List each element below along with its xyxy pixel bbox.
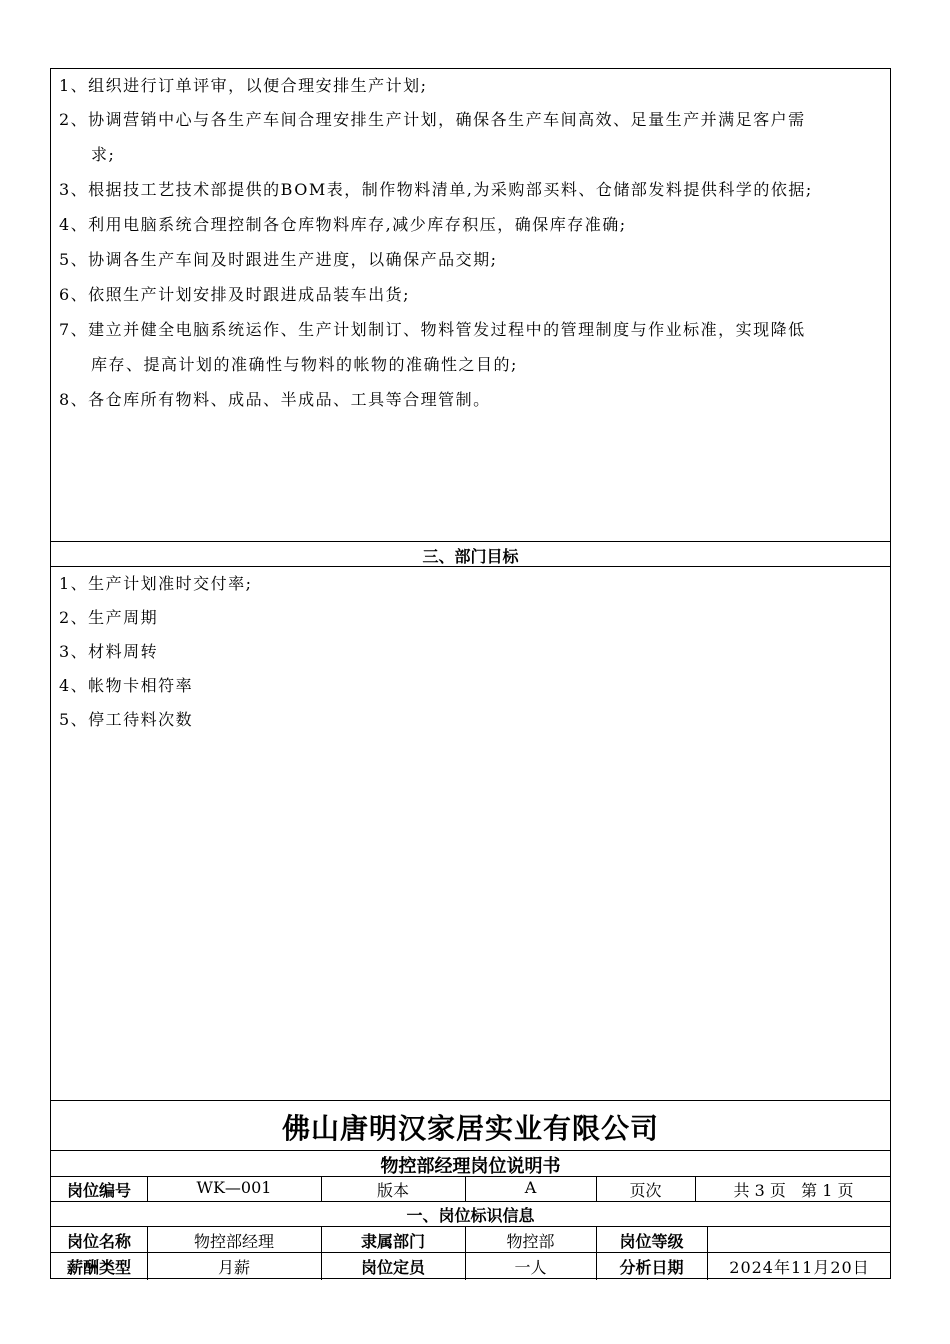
position-name-value: 物控部经理: [193, 1232, 274, 1251]
divider: [51, 1100, 890, 1101]
divider: [51, 1226, 890, 1227]
department-label: 隶属部门: [360, 1232, 425, 1251]
analysis-date-label: 分析日期: [619, 1258, 684, 1277]
duty-line-8: 8、各仓库所有物料、成品、半成品、工具等合理管制。: [59, 390, 491, 409]
divider: [51, 566, 890, 567]
pay-type-label: 薪酬类型: [66, 1258, 131, 1277]
analysis-date-value: 2024年11月20日: [729, 1258, 870, 1277]
duty-line-2-cont: 求;: [91, 145, 116, 164]
goal-item-3: 3、材料周转: [59, 642, 159, 661]
section-title-identity: 一、岗位标识信息: [406, 1206, 535, 1225]
version-label: 版本: [376, 1181, 409, 1200]
pay-type-value: 月薪: [217, 1258, 250, 1277]
goal-item-4: 4、帐物卡相符率: [59, 676, 194, 695]
divider: [51, 1176, 890, 1177]
duty-line-6: 6、依照生产计划安排及时跟进成品装车出货;: [59, 285, 411, 304]
goal-item-1: 1、生产计划准时交付率;: [59, 574, 253, 593]
goal-item-2: 2、生产周期: [59, 608, 159, 627]
page-value: 共 3 页 第 1 页: [733, 1181, 854, 1200]
version-value: A: [524, 1178, 537, 1197]
document-title: 物控部经理岗位说明书: [380, 1156, 561, 1177]
goal-item-5: 5、停工待料次数: [59, 710, 194, 729]
page-label: 页次: [629, 1181, 662, 1200]
divider: [51, 541, 890, 542]
duty-line-1: 1、组织进行订单评审，以便合理安排生产计划;: [59, 76, 428, 95]
company-name: 佛山唐明汉家居实业有限公司: [281, 1112, 659, 1145]
divider: [51, 1150, 890, 1151]
duty-line-7: 7、建立并健全电脑系统运作、生产计划制订、物料管发过程中的管理制度与作业标准，实现降低: [59, 320, 806, 339]
divider: [51, 1252, 890, 1253]
duty-line-3: 3、根据技工艺技术部提供的BOM表，制作物料清单,为采购部买料、仓储部发料提供科学的依据;: [59, 180, 813, 199]
job-description-frame: [50, 68, 891, 1279]
position-name-label: 岗位名称: [66, 1232, 131, 1251]
duty-line-5: 5、协调各生产车间及时跟进生产进度，以确保产品交期;: [59, 250, 498, 269]
duty-line-2: 2、协调营销中心与各生产车间合理安排生产计划，确保各生产车间高效、足量生产并满足客户需: [59, 110, 806, 129]
duty-line-4: 4、利用电脑系统合理控制各仓库物料库存,减少库存积压，确保库存准确;: [59, 215, 627, 234]
section-title-goals: 三、部门目标: [422, 547, 519, 566]
department-value: 物控部: [506, 1232, 555, 1251]
divider: [51, 1201, 890, 1202]
position-grade-label: 岗位等级: [619, 1232, 684, 1251]
headcount-value: 一人: [514, 1258, 547, 1277]
duty-line-7-cont: 库存、提高计划的准确性与物料的帐物的准确性之目的;: [91, 355, 518, 374]
position-code-label: 岗位编号: [66, 1181, 131, 1200]
headcount-label: 岗位定员: [360, 1258, 425, 1277]
position-code-value: WK—001: [196, 1178, 272, 1197]
